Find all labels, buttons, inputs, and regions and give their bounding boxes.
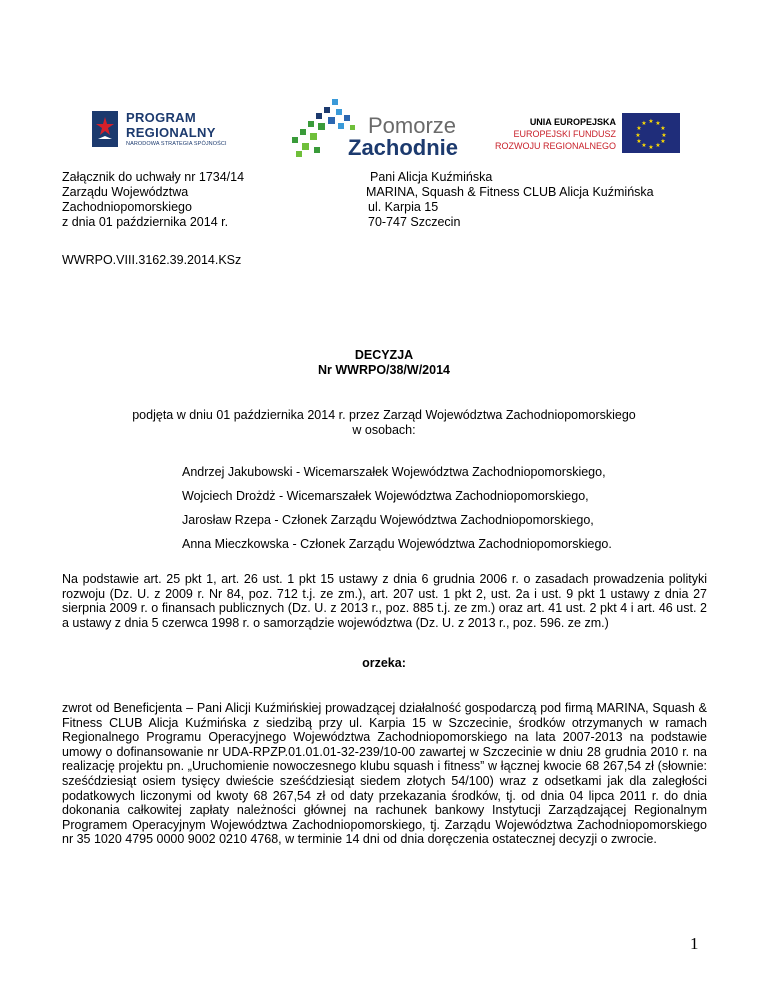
eu-logo [494,117,680,161]
logo-bar [90,95,680,165]
recipient-line: ul. Karpia 15 [368,200,439,214]
svg-text:★: ★ [641,120,647,127]
left-header-line: z dnia 01 października 2014 r. [62,215,229,229]
board-member: Wojciech Drożdż - Wicemarszałek Województwa Zachodniopomorskiego, [182,489,589,503]
svg-text:★: ★ [635,132,641,139]
pomorze-logo-line1: Pomorze [368,113,457,138]
svg-text:★: ★ [655,142,661,149]
svg-text:★: ★ [661,132,667,139]
decision-paragraph: zwrot od Beneficjenta – Pani Alicji Kuźmińskiej prowadzącej działalność gospodarczą pod firmą MARINA, Squash & Fitness CLUB Alicja Kuźmińska z siedzibą przy ul. Karpia 15 w Szczecinie, środków otrzymanych w ramach Regionalnego Programu Operacyjnego Województwa Zachodniopomorskiego na lata 2007-2013 na podstawie umowy o dofinansowanie nr UDA-RPZP.01.01.01-32-239/10-00 zawartej w Szczecinie w dniu 28 grudnia 2010 r. na realizację projektu pn. „Uruchomienie nowoczesnego klubu squash i fitness” w łącznej kwocie 68 267,54 zł (słownie: sześćdziesiąt osiem tysięcy dwieście sześćdziesiąt siedem złotych 54/100) wraz z odsetkami jak dla zaległości podatkowych liczonymi od kwoty 68 267,54 zł od daty przekazania środków, tj. od dnia 04 lipca 2011 r. do dnia dokonania całkowitej zapłaty należności głównej na rachunek bankowy Instytucji Zarządzającej Regionalnym Programem Operacyjnym Województwa Zachodniopomorskiego, tj. Zarządu Województwa Zachodniopomorskiego nr 35 1020 4795 0000 9002 0210 4768, w terminie 14 dni od dnia doręczenia ostatecznej decyzji o zwrocie. [62,701,707,847]
svg-text:★: ★ [648,144,654,151]
legal-basis-paragraph: Na podstawie art. 25 pkt 1, art. 26 ust. 1 pkt 15 ustawy z dnia 6 grudnia 2006 r. o zasadach prowadzenia polityki rozwoju (Dz. U. z 2009 r. Nr 84, poz. 712 t.j. ze zm.), art. 207 ust. 1 pkt 2, ust. 2a i ust. 9 pkt 1 ustawy z dnia 27 sierpnia 2009 r. o finansach publicznych (Dz. U. z 2013 r., poz. 885 t.j. ze zm.) oraz art. 41 ust. 2 pkt 4 i art. 46 ust. 2 a ustawy z dnia 5 czerwca 1998 r. o samorządzie województwa (Dz. U. z 2013 r., poz. 596. ze zm.) [62,572,707,630]
program-logo-line2: REGIONALNY [126,125,216,140]
program-logo-line3: NARODOWA STRATEGIA SPÓJNOŚCI [126,141,227,147]
svg-text:★: ★ [660,138,666,145]
board-member: Andrzej Jakubowski - Wicemarszałek Województwa Zachodniopomorskiego, [182,465,606,479]
board-members-list [182,465,612,561]
svg-text:★: ★ [655,120,661,127]
recipient-line: 70-747 Szczecin [368,215,461,229]
svg-text:★: ★ [648,118,654,125]
recipient-line: Pani Alicja Kuźmińska [370,170,493,184]
eu-logo-line1: UNIA EUROPEJSKA [529,117,616,127]
svg-text:★: ★ [660,125,666,132]
program-regionalny-logo [90,109,240,155]
left-header-block [62,170,244,230]
document-title: DECYZJA [354,348,414,362]
page-number: 1 [690,934,699,953]
pomorze-logo-line2: Zachodnie [348,135,459,160]
left-header-line: Załącznik do uchwały nr 1734/14 [62,170,245,184]
svg-text:★: ★ [636,125,642,132]
recipient-block [366,170,654,230]
left-header-line: Zarządu Województwa [62,185,189,199]
left-header-line: Zachodniopomorskiego [62,200,192,214]
program-logo-line1: PROGRAM [126,110,196,125]
reference-number: WWRPO.VIII.3162.39.2014.KSz [62,253,242,267]
svg-text:★: ★ [641,142,647,149]
intro-line-2: w osobach: [352,423,416,437]
eu-flag-icon [622,113,680,153]
program-regionalny-emblem-icon [90,109,120,149]
board-member: Anna Mieczkowska - Członek Zarządu Województwa Zachodniopomorskiego. [182,537,612,551]
orzeka-heading: orzeka: [362,656,406,670]
decision-number: Nr WWRPO/38/W/2014 [318,363,450,377]
board-member: Jarosław Rzepa - Członek Zarządu Województwa Zachodniopomorskiego, [182,513,594,527]
svg-text:★: ★ [636,138,642,145]
intro-line-1: podjęta w dniu 01 października 2014 r. przez Zarząd Województwa Zachodniopomorskiego [132,408,636,422]
eu-logo-line2: EUROPEJSKI FUNDUSZ [513,129,616,139]
recipient-line: MARINA, Squash & Fitness CLUB Alicja Kuźmińska [366,185,654,199]
eu-logo-line3: ROZWOJU REGIONALNEGO [494,141,616,151]
